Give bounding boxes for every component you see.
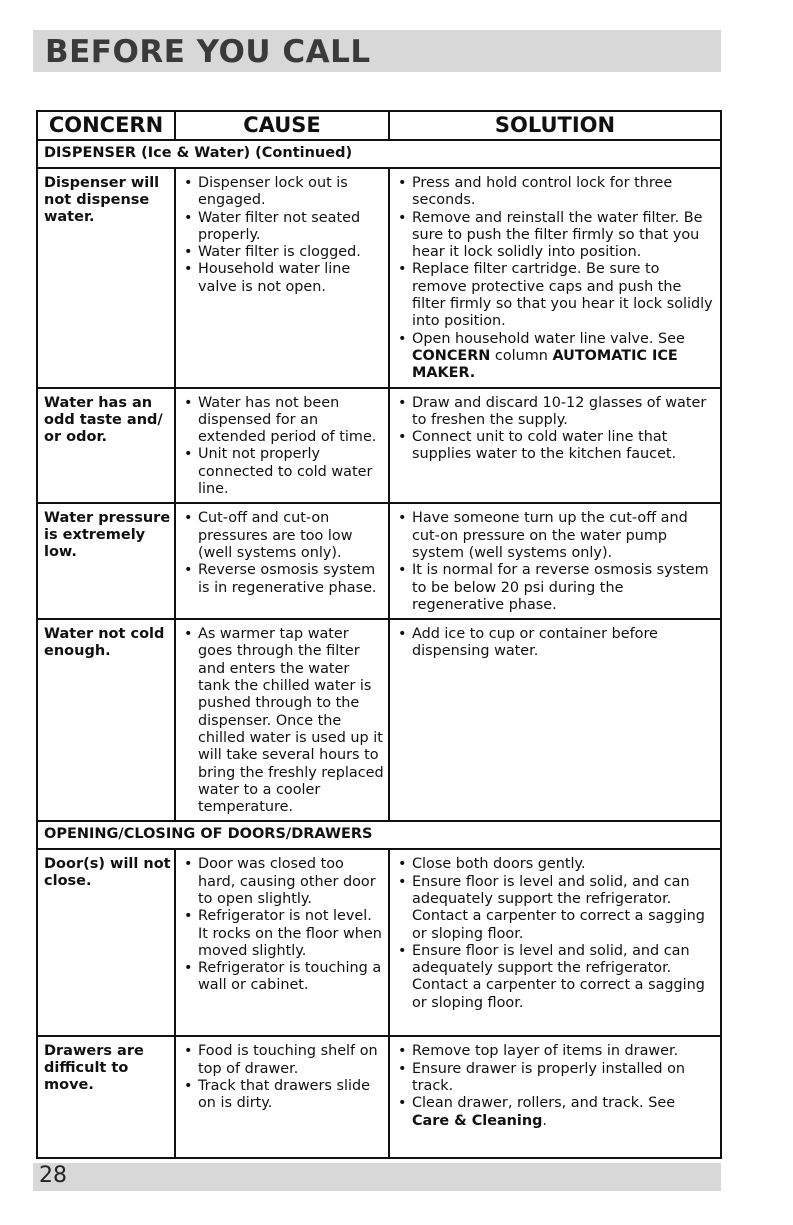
solution-item (390, 562, 716, 614)
solution-item (390, 331, 716, 383)
table-row (37, 168, 721, 388)
solution-cell (389, 168, 721, 388)
table-row (37, 388, 721, 504)
page-title: BEFORE YOU CALL (45, 34, 371, 70)
cause-item: • Refrigerator is not level. It rocks on the floor when moved slightly. (176, 908, 384, 960)
column-header-solution: SOLUTION (389, 111, 721, 140)
solution-cell (389, 503, 721, 619)
solution-item (390, 874, 716, 943)
column-header-cause: CAUSE (175, 111, 389, 140)
cause-item: • Cut-off and cut-on pressures are too low (well systems only). (176, 510, 384, 562)
cause-list (176, 850, 388, 998)
table-row (37, 1036, 721, 1158)
solution-item (390, 943, 716, 1012)
cause-cell (175, 1036, 389, 1158)
solution-item (390, 175, 716, 210)
cause-cell (175, 388, 389, 504)
concern-cell: Water not cold enough. (37, 619, 175, 821)
table-row (37, 503, 721, 619)
cause-list (176, 1037, 388, 1116)
section-header-row (37, 140, 721, 168)
solution-text: Press and hold control lock for three seconds. (412, 175, 673, 209)
solution-item (390, 210, 716, 262)
cause-item: • Water filter not seated properly. (176, 210, 384, 245)
cause-item: • Reverse osmosis system is in regenerative phase. (176, 562, 384, 597)
solution-text: Close both doors gently. (412, 856, 586, 873)
solution-list (390, 169, 720, 387)
solution-item (390, 261, 716, 330)
concern-cell: Dispenser will not dispense water. (37, 168, 175, 388)
cause-cell (175, 168, 389, 388)
solution-item (390, 1095, 716, 1130)
solution-list (390, 1037, 720, 1133)
troubleshooting-table (36, 110, 722, 1159)
cause-item: • Water has not been dispensed for an extended period of time. (176, 395, 384, 447)
solution-text: Clean drawer, rollers, and track. See (412, 1095, 676, 1112)
concern-cell: Water pressure is extremely low. (37, 503, 175, 619)
cause-item: • As warmer tap water goes through the filter and enters the water tank the chilled water is pushed through to the dispenser. Once the chilled water is used up it will take several hours to bring the freshly replaced water to a cooler temperature. (176, 626, 384, 816)
solution-item (390, 395, 716, 430)
page-header-bar (33, 30, 721, 72)
solution-list (390, 620, 720, 665)
cause-cell (175, 619, 389, 821)
solution-text: column (490, 347, 553, 364)
solution-text: Have someone turn up the cut-off and cut-on pressure on the water pump system (well systems only). (412, 510, 688, 561)
solution-text: Draw and discard 10-12 glasses of water to freshen the supply. (412, 394, 707, 428)
solution-text: Ensure floor is level and solid, and can adequately support the refrigerator. Contact a carpenter to correct a sagging or sloping floor. (412, 873, 705, 942)
concern-cell: Drawers are difficult to move. (37, 1036, 175, 1158)
section-reference: Care & Cleaning (412, 1112, 543, 1129)
solution-cell (389, 1036, 721, 1158)
solution-text: Connect unit to cold water line that supplies water to the kitchen faucet. (412, 429, 677, 463)
solution-text: Ensure drawer is properly installed on track. (412, 1060, 686, 1094)
solution-cell (389, 849, 721, 1036)
table-header-row (37, 111, 721, 140)
solution-item (390, 1043, 716, 1060)
cause-item: • Dispenser lock out is engaged. (176, 175, 384, 210)
cause-item: • Door was closed too hard, causing other door to open slightly. (176, 856, 384, 908)
solution-text: Open household water line valve. See (412, 330, 685, 347)
cause-item: • Water filter is clogged. (176, 244, 384, 261)
solution-text: Remove and reinstall the water filter. Be sure to push the filter firmly so that you hear it lock solidly into position. (412, 209, 703, 261)
page-footer-bar (33, 1163, 721, 1191)
concern-cell: Water has an odd taste and/ or odor. (37, 388, 175, 504)
page-number: 28 (39, 1163, 67, 1188)
solution-item (390, 626, 716, 661)
solution-text: It is normal for a reverse osmosis system to be below 20 psi during the regenerative phase. (412, 562, 709, 613)
solution-text: . (542, 1112, 547, 1129)
solution-item (390, 510, 716, 562)
cause-list (176, 389, 388, 503)
cause-cell (175, 849, 389, 1036)
solution-item (390, 856, 716, 873)
solution-text: Add ice to cup or container before dispensing water. (412, 626, 658, 660)
cause-list (176, 504, 388, 600)
solution-text: Replace filter cartridge. Be sure to remove protective caps and push the filter firmly so that you hear it lock solidly into position. (412, 261, 713, 330)
cause-item: • Household water line valve is not open. (176, 261, 384, 296)
table-row (37, 849, 721, 1036)
solution-item (390, 1061, 716, 1096)
solution-cell (389, 388, 721, 504)
solution-item (390, 429, 716, 464)
cause-item: • Food is touching shelf on top of drawer. (176, 1043, 384, 1078)
section-title: DISPENSER (Ice & Water) (Continued) (37, 140, 721, 168)
solution-list (390, 504, 720, 618)
section-reference: AUTOMATIC ICE MAKER. (412, 347, 678, 382)
solution-list (390, 389, 720, 468)
solution-cell (389, 619, 721, 821)
cause-cell (175, 503, 389, 619)
cause-list (176, 169, 388, 300)
solution-list (390, 850, 720, 1016)
solution-text: Remove top layer of items in drawer. (412, 1043, 679, 1060)
table-row (37, 619, 721, 821)
section-reference: CONCERN (412, 347, 491, 364)
cause-item: • Track that drawers slide on is dirty. (176, 1078, 384, 1113)
section-header-row (37, 821, 721, 849)
solution-text: Ensure floor is level and solid, and can adequately support the refrigerator. Contact a carpenter to correct a sagging or sloping floor. (412, 942, 705, 1011)
concern-cell: Door(s) will not close. (37, 849, 175, 1036)
section-title: OPENING/CLOSING OF DOORS/DRAWERS (37, 821, 721, 849)
column-header-concern: CONCERN (37, 111, 175, 140)
cause-item: • Refrigerator is touching a wall or cabinet. (176, 960, 384, 995)
cause-item: • Unit not properly connected to cold water line. (176, 446, 384, 498)
cause-list (176, 620, 388, 820)
